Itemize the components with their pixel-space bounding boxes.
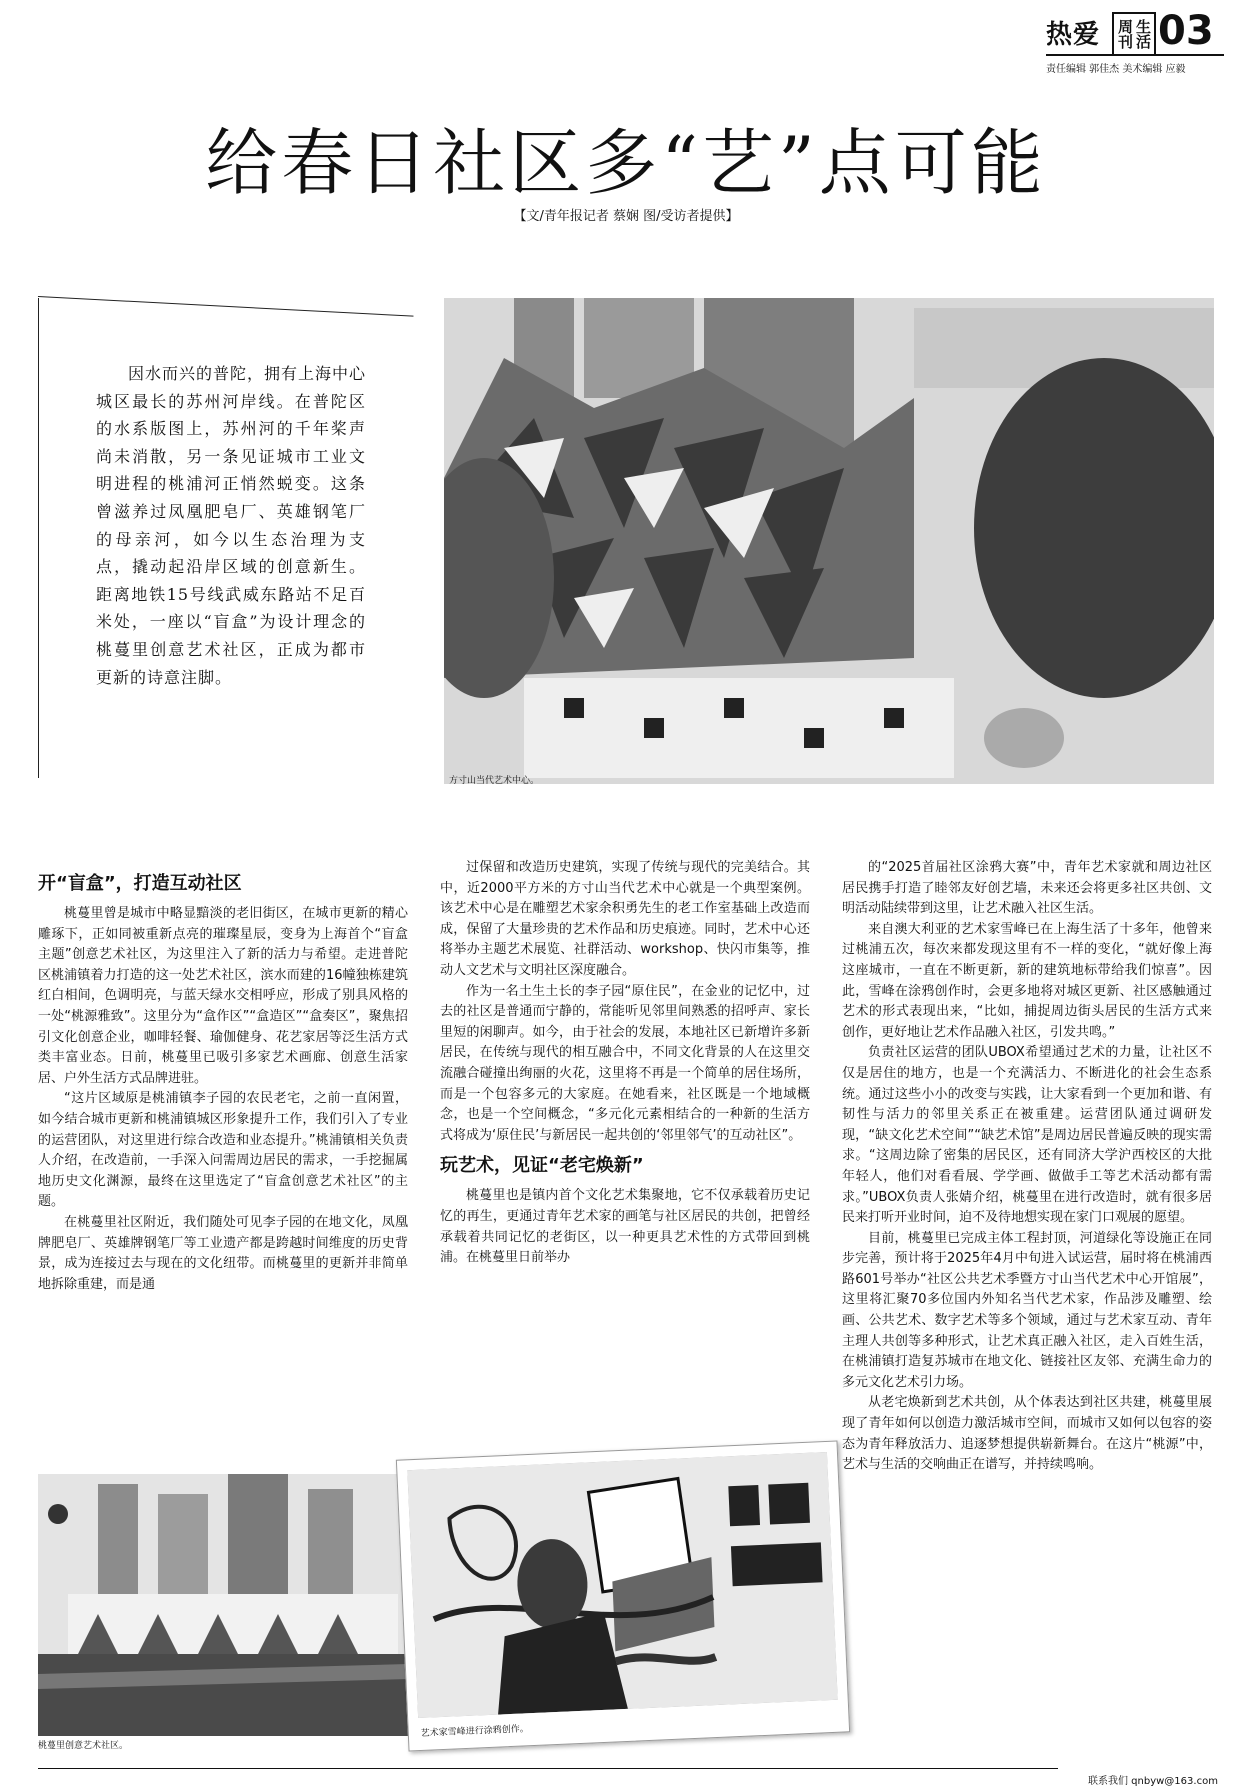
photo-art-center-image — [444, 298, 1214, 784]
page-number: 03 — [1158, 8, 1214, 54]
photo-community — [38, 1474, 408, 1736]
body-paragraph: 来自澳大利亚的艺术家雪峰已在上海生活了十多年，他曾来过桃浦五次，每次来都发现这里有不一样的变化，“就好像上海这座城市，一直在不断更新，新的建筑地标带给我们惊喜”。因此，雪峰在涂鸦创作时，会更多地将对城区更新、社区感触通过艺术的形式表现出来，“比如，捕捉周边街头居民的生活方式来创作，更好地让艺术作品融入社区，引发共鸣。” — [842, 921, 1212, 1040]
body-paragraph: 作为一名土生土长的李子园“原住民”，在金业的记忆中，过去的社区是普通而宁静的，常能听见邻里间熟悉的招呼声、家长里短的闲聊声。如今，由于社会的发展，本地社区已新增许多新居民，在传统与现代的相互融合中，不同文化背景的人在这里交流融合碰撞出绚丽的火花，这里将不再是一个简单的居住场所，而是一个包容多元的大家庭。在她看来，社区既是一个地域概念，也是一个空间概念，“多元化元素相结合的一种新的生活方式将成为‘原住民’与新居民一起共创的‘邻里邻气’的互动社区”。 — [440, 983, 810, 1143]
intro-frame-line — [38, 296, 414, 317]
section-heading: 开“盲盒”，打造互动社区 — [38, 873, 242, 894]
body-paragraph: 目前，桃蔓里已完成主体工程封顶，河道绿化等设施正在同步完善，预计将于2025年4月中旬进入试运营，届时将在桃浦西路601号举办“社区公共艺术季暨方寸山当代艺术中心开馆展”，这里将汇聚70多位国内外知名当代艺术家，作品涉及雕塑、绘画、公共艺术、数字艺术等多个领域，通过与艺术家互动、青年主理人共创等多种形式，让艺术真正融入社区，走入百姓生活，在桃浦镇打造复苏城市在地文化、链接社区友邻、充满生命力的多元文化艺术引力场。 — [842, 1230, 1212, 1390]
photo-graffiti — [407, 1452, 837, 1718]
article-column-2 — [440, 858, 810, 1269]
intro-frame-line — [38, 298, 39, 778]
photo-graffiti-image — [407, 1452, 837, 1718]
photo-community-image — [38, 1474, 408, 1736]
body-paragraph: 在桃蔓里社区附近，我们随处可见李子园的在地文化，凤凰牌肥皂厂、英雄牌钢笔厂等工业遗产都是跨越时间维度的历史背景，成为连接过去与现在的文化纽带。而桃蔓里的更新并非简单地拆除重建，而是通 — [38, 1214, 408, 1292]
article-byline: 【文/青年报记者 蔡娴 图/受访者提供】 — [513, 209, 739, 224]
section-name: 热爱 — [1046, 20, 1101, 50]
photo-caption: 桃蔓里创意艺术社区。 — [38, 1741, 129, 1751]
section-heading: 玩艺术，见证“老宅焕新” — [440, 1155, 644, 1177]
header-rule — [1046, 54, 1224, 56]
article-title: 给春日社区多“艺”点可能 — [205, 121, 1047, 205]
article-column-3 — [842, 858, 1212, 1476]
intro-paragraph: 因水而兴的普陀，拥有上海中心城区最长的苏州河岸线。在普陀区的水系版图上，苏州河的千年桨声尚未消散，另一条见证城市工业文明进程的桃浦河正悄然蜕变。这条曾滋养过凤凰肥皂厂、英雄钢笔厂的母亲河，如今以生态治理为支点，撬动起沿岸区域的创意新生。距离地铁15号线武威东路站不足百米处，一座以“盲盒”为设计理念的桃蔓里创意艺术社区，正成为都市更新的诗意注脚。 — [96, 364, 367, 687]
body-paragraph: 负责社区运营的团队UBOX希望通过艺术的力量，让社区不仅是居住的地方，也是一个充满活力、不断进化的社会生态系统。通过这些小小的改变与实践，让大家看到一个更加和谐、有韧性与活力的邻里关系正在被重建。运营团队通过调研发现，“缺文化艺术空间”“缺艺术馆”是周边居民普遍反映的现实需求。“这周边除了密集的居民区，还有同济大学沪西校区的大批年轻人，他们对看看展、学学画、做做手工等艺术活动都有需求。”UBOX负责人张婧介绍，桃蔓里在进行改造时，就有很多居民来打听开业时间，迫不及待地想实现在家门口观展的愿望。 — [842, 1045, 1212, 1226]
body-paragraph: 桃蔓里也是镇内首个文化艺术集聚地，它不仅承载着历史记忆的再生，更通过青年艺术家的画笔与社区居民的共创，把曾经承载着共同记忆的老街区，以一种更具艺术性的方式带回到桃浦。在桃蔓里日前举办 — [440, 1188, 810, 1266]
photo-caption: 艺术家雪峰进行涂鸦创作。 — [420, 1724, 529, 1739]
footer-contact: 联系我们 qnbyw@163.com — [1088, 1776, 1218, 1787]
body-paragraph: 过保留和改造历史建筑，实现了传统与现代的完美结合。其中，近2000平方米的方寸山当代艺术中心就是一个典型案例。该艺术中心是在雕塑艺术家余积勇先生的老工作室基础上改造而成，保留了大量珍贵的艺术作品和历史痕迹。同时，艺术中心还将举办主题艺术展览、社群活动、workshop、快闪市集等，推动人文艺术与文明社区深度融合。 — [440, 860, 810, 978]
publication-logo: 生活周刊 — [1112, 12, 1156, 56]
photo-graffiti-frame — [396, 1440, 850, 1751]
body-paragraph: 桃蔓里曾是城市中略显黯淡的老旧街区，在城市更新的精心雕琢下，正如同被重新点亮的璀璨星辰，变身为上海首个“盲盒主题”创意艺术社区，为这里注入了新的活力与希望。走进普陀区桃浦镇着力打造的这一处艺术社区，滨水而建的16幢独栋建筑红白相间，色调明亮，与蓝天绿水交相呼应，形成了别具风格的一处“桃源雅致”。这里分为“盒作区”“盒造区”“盒奏区”，聚焦招引文化创意企业，咖啡轻餐、瑜伽健身、花艺家居等泛生活方式类丰富业态。日前，桃蔓里已吸引多家艺术画廊、创意生活家居、户外生活方式品牌进驻。 — [38, 906, 408, 1086]
article-column-1 — [38, 870, 408, 1295]
body-paragraph: 从老宅焕新到艺术共创，从个体表达到社区共建，桃蔓里展现了青年如何以创造力激活城市空间，而城市又如何以包容的姿态为青年释放活力、追逐梦想提供崭新舞台。在这片“桃源”中，艺术与生活的交响曲正在谱写，并持续鸣响。 — [842, 1395, 1212, 1473]
editors-credit: 责任编辑 郭佳杰 美术编辑 应毅 — [1046, 64, 1186, 75]
article-intro — [96, 360, 366, 691]
body-paragraph: “这片区域原是桃浦镇李子园的农民老宅，之前一直闲置，如今结合城市更新和桃浦镇城区形象提升工作，我们引入了专业的运营团队，对这里进行综合改造和业态提升。”桃浦镇相关负责人介绍，在改造前，一手深入问需周边居民的需求，一手挖掘属地历史文化渊源，最终在这里选定了“盲盒创意艺术社区”的主题。 — [38, 1091, 408, 1210]
photo-art-center — [444, 298, 1214, 784]
photo-caption: 方寸山当代艺术中心。 — [449, 776, 540, 786]
footer-rule — [38, 1768, 1058, 1769]
body-paragraph: 的“2025首届社区涂鸦大赛”中，青年艺术家就和周边社区居民携手打造了睦邻友好创艺墙，未来还会将更多社区共创、文明活动陆续带到这里，让艺术融入社区生活。 — [842, 860, 1212, 917]
